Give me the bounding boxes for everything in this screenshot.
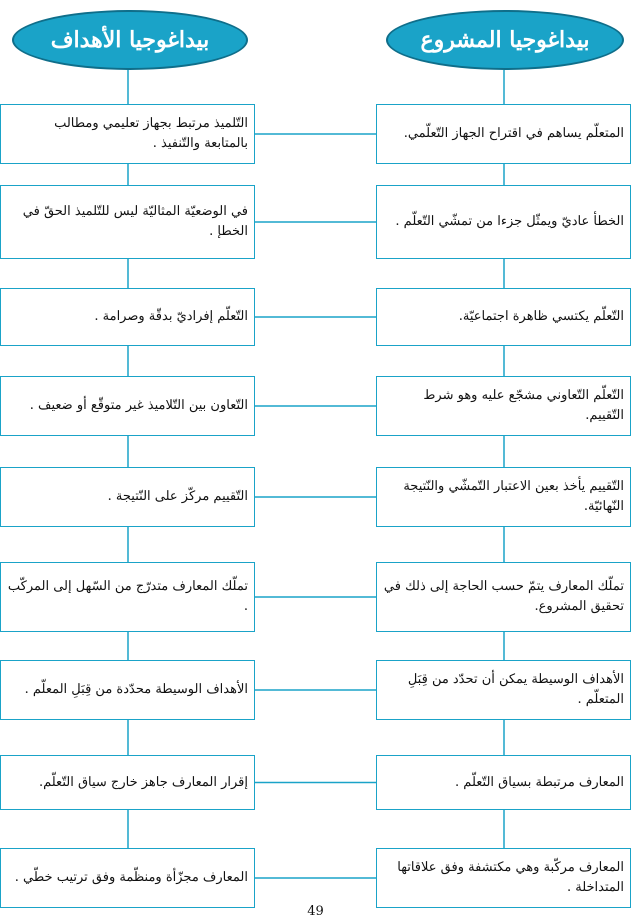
objective-item-9 <box>0 848 255 908</box>
objective-item-text: التّعلّم إفراديّ بدقّة وصرامة . <box>94 309 248 324</box>
objective-item-text: الأهداف الوسيطة محدّدة من قِبَلِ المعلّم . <box>24 682 248 697</box>
objective-item-3 <box>0 288 255 346</box>
project-item-1 <box>376 104 631 164</box>
page-number: 49 <box>307 904 324 919</box>
objective-item-5 <box>0 467 255 527</box>
objective-item-text: تملّك المعارف متدرّج من السّهل إلى المركّب . <box>7 579 248 614</box>
project-item-text: تملّك المعارف يتمّ حسب الحاجة إلى ذلك في تحقيق المشروع. <box>383 579 624 614</box>
project-item-text: المعارف مرتبطة بسياق التّعلّم . <box>455 774 624 790</box>
project-pedagogy-header <box>386 10 624 70</box>
project-item-6 <box>376 562 631 632</box>
objective-item-text: التّقييم مركّز على النّتيجة . <box>107 489 248 504</box>
project-pedagogy-title: بيداغوجيا المشروع <box>420 27 590 53</box>
objective-item-text: التّعاون بين التّلاميذ غير متوقّع أو ضعيف . <box>29 398 248 413</box>
objective-item-text: المعارف مجزّأة ومنظّمة وفق ترتيب خطّي . <box>14 870 248 885</box>
objective-item-6 <box>0 562 255 632</box>
project-item-3 <box>376 288 631 346</box>
objective-item-7 <box>0 660 255 720</box>
objective-item-1 <box>0 104 255 164</box>
project-item-text: المتعلّم يساهم في اقتراح الجهاز التّعلّمي. <box>403 126 624 141</box>
project-item-9 <box>376 848 631 908</box>
project-item-text: الأهداف الوسيطة يمكن أن تحدّد من قِبَلِ المتعلّم . <box>407 672 624 707</box>
project-item-text: التّعلّم التّعاوني مشجّع عليه وهو شرط التّقييم. <box>423 388 624 423</box>
project-item-text: الخطأ عاديّ ويمثّل جزءا من تمشّي التّعلّم . <box>395 214 624 229</box>
objective-item-text: التّلميذ مرتبط بجهاز تعليمي ومطالب بالمتابعة والتّنفيذ . <box>54 116 248 151</box>
objective-item-2 <box>0 185 255 259</box>
objectives-pedagogy-title: بيداغوجيا الأهداف <box>50 27 210 53</box>
project-item-text: المعارف مركّبة وهي مكتشفة وفق علاقاتها المتداخلة . <box>397 860 624 895</box>
project-item-5 <box>376 467 631 527</box>
project-item-text: التّقييم يأخذ بعين الاعتبار التّمشّي والنّتيجة النّهائيّة. <box>403 479 624 514</box>
objective-item-text: إقرار المعارف جاهز خارج سياق التّعلّم. <box>38 774 248 790</box>
project-item-4 <box>376 376 631 436</box>
objective-item-4 <box>0 376 255 436</box>
objectives-pedagogy-header <box>12 10 248 70</box>
objective-item-8 <box>0 755 255 810</box>
project-item-7 <box>376 660 631 720</box>
project-item-text: التّعلّم يكتسي ظاهرة اجتماعيّة. <box>458 309 624 324</box>
objective-item-text: في الوضعيّة المثاليّة ليس للتّلميذ الحقّ في الخطإ . <box>22 204 248 239</box>
project-item-8 <box>376 755 631 810</box>
project-item-2 <box>376 185 631 259</box>
